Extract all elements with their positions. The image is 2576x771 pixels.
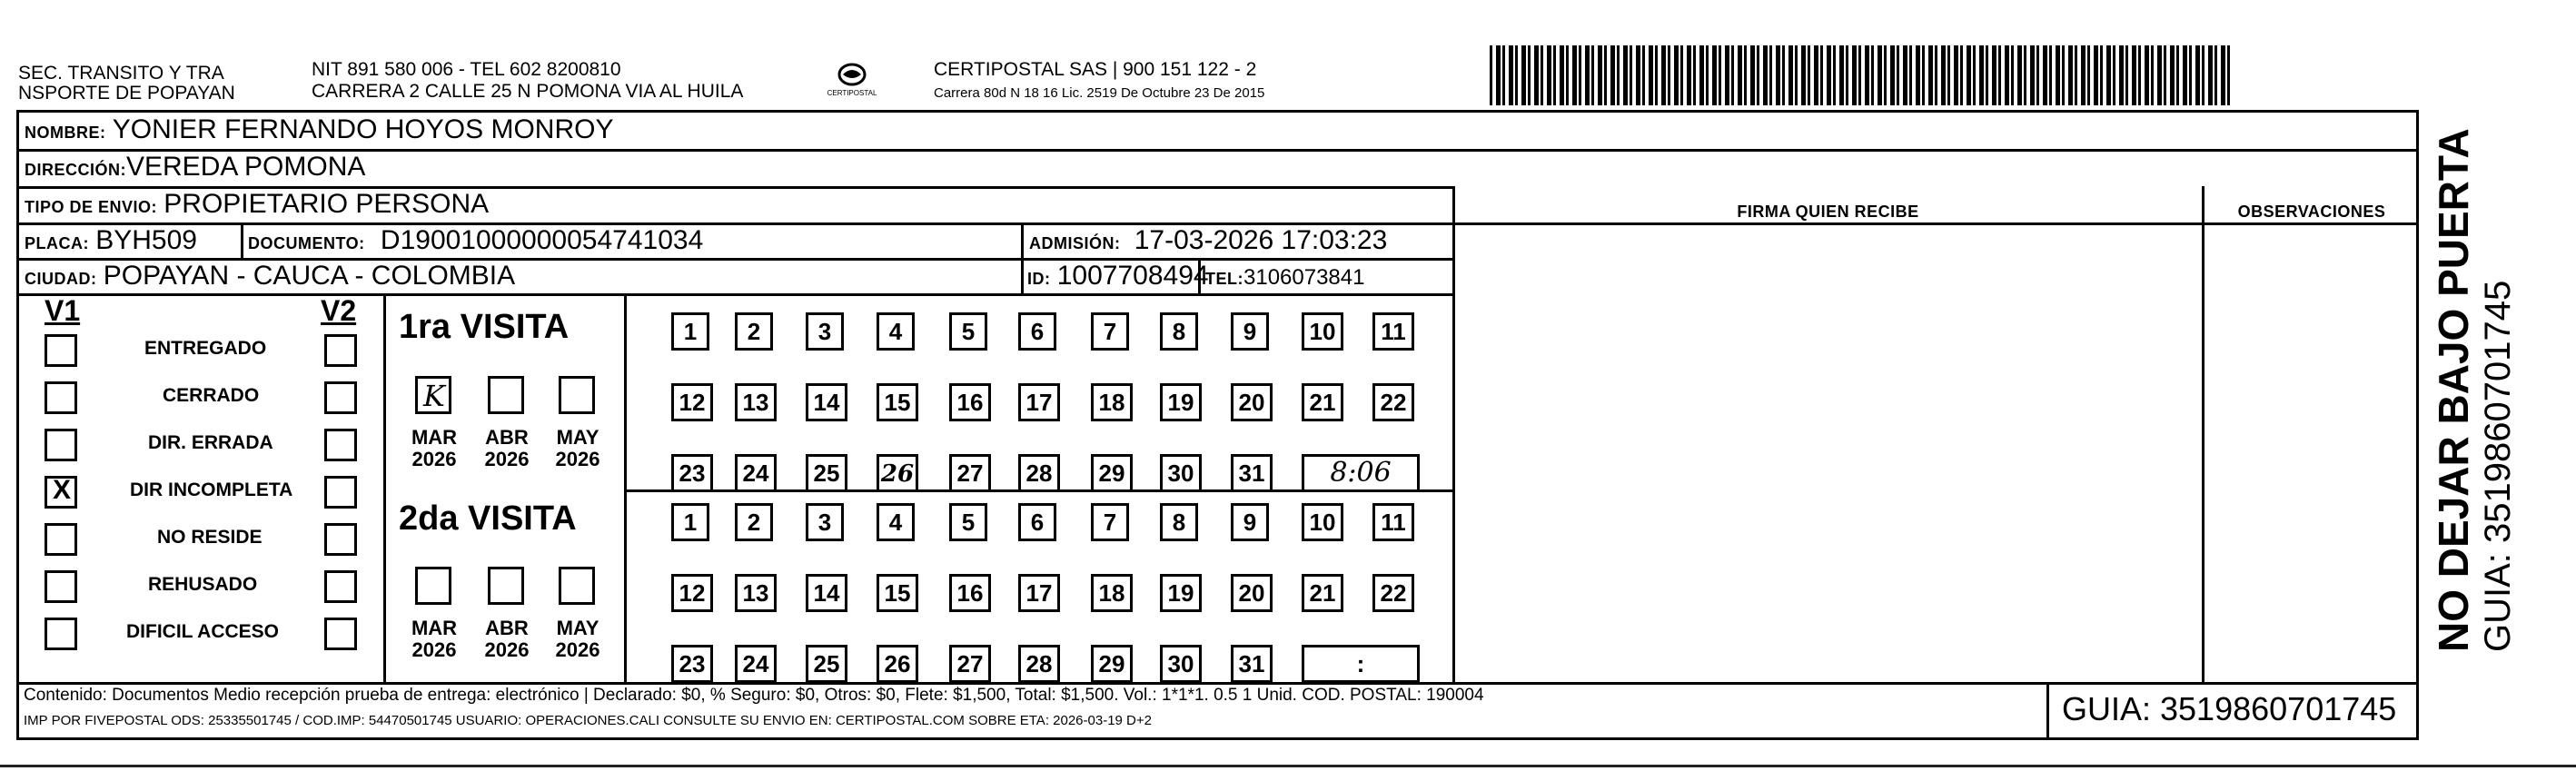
footer-content-line: Contenido: Documentos Medio recepción prueba de entrega: electrónico | Declarado: $0, % Seguro: $0, Otros: $0, Flete: $1,500, Total: $1,500. Vol.: 1*1*1. 0.5 1 Unid. COD. POSTAL: 190004 (24, 686, 1484, 705)
sender-line-2: NSPORTE DE POPAYAN (18, 83, 235, 104)
first-visit-day[interactable]: 17 (1018, 383, 1060, 421)
first-visit-day[interactable]: 8 (1160, 312, 1198, 351)
second-visit-day[interactable]: 15 (877, 574, 918, 612)
shipping-form (16, 110, 2419, 740)
carrier-line-2: Carrera 80d N 18 16 Lic. 2519 De Octubre 23 De 2015 (934, 85, 1265, 101)
v1-label: V1 (45, 294, 81, 327)
month-year: 2026 (555, 448, 600, 470)
first-visit-day[interactable]: 27 (949, 454, 991, 492)
second-visit-day[interactable]: 5 (949, 503, 987, 541)
first-visit-day[interactable]: 6 (1018, 312, 1056, 351)
v1-checkbox[interactable] (45, 476, 77, 509)
first-visit-month-box[interactable] (559, 376, 595, 414)
certipostal-logo-icon (825, 58, 879, 105)
month-label (475, 618, 539, 661)
id-value: 1007708494 (1056, 261, 1209, 291)
second-visit-day[interactable]: 4 (877, 503, 915, 541)
status-option-label: ENTREGADO (144, 338, 267, 359)
second-visit-day[interactable]: 30 (1160, 645, 1202, 683)
v2-checkbox[interactable] (324, 523, 357, 556)
v1-checkbox[interactable] (45, 334, 77, 367)
second-visit-day[interactable]: 21 (1302, 574, 1343, 612)
first-visit-day[interactable]: 20 (1231, 383, 1273, 421)
second-visit-day[interactable]: 11 (1372, 503, 1414, 541)
id-label: ID: (1027, 270, 1051, 288)
second-visit-day[interactable]: 9 (1231, 503, 1269, 541)
second-visit-day[interactable]: 14 (806, 574, 847, 612)
month-name: MAR (411, 617, 458, 639)
first-visit-day[interactable]: 3 (806, 312, 844, 351)
plate-value: BYH509 (95, 225, 197, 255)
v1-checkbox[interactable] (45, 523, 77, 556)
month-name: MAY (556, 426, 599, 449)
certipostal-logo-text: CERTIPOSTAL (827, 89, 877, 97)
month-name: ABR (485, 426, 529, 449)
second-visit-day[interactable]: 19 (1160, 574, 1202, 612)
month-year: 2026 (411, 448, 457, 470)
second-visit-time-value: : (1356, 650, 1365, 677)
first-visit-day-mark: 26 (880, 460, 915, 488)
first-visit-day[interactable]: 12 (671, 383, 713, 421)
month-year: 2026 (484, 638, 530, 661)
first-visit-day[interactable]: 13 (735, 383, 777, 421)
first-visit-day[interactable]: 16 (949, 383, 991, 421)
type-label: TIPO DE ENVIO: (25, 198, 158, 216)
second-visit-day[interactable]: 6 (1018, 503, 1056, 541)
name-label: NOMBRE: (25, 124, 106, 142)
second-visit-day[interactable]: 26 (877, 645, 918, 683)
no-dejar-bajo-puerta-text: NO DEJAR BAJO PUERTA (2430, 128, 2477, 652)
address-label: DIRECCIÓN: (25, 161, 126, 179)
first-visit-day[interactable]: 31 (1231, 454, 1273, 492)
month-year: 2026 (484, 448, 530, 470)
v1-checkbox[interactable] (45, 381, 77, 414)
second-visit-day[interactable]: 1 (671, 503, 709, 541)
v2-checkbox[interactable] (324, 570, 357, 603)
footer-print-line: IMP POR FIVEPOSTAL ODS: 25335501745 / COD.IMP: 54470501745 USUARIO: OPERACIONES.CALI CONSULTE SU ENVIO EN: CERTIPOSTAL.COM SOBRE ETA: 2026-03-19 D+2 (24, 713, 1152, 728)
v1-mark: X (53, 475, 72, 505)
first-visit-day[interactable]: 24 (735, 454, 777, 492)
first-visit-day[interactable]: 19 (1160, 383, 1202, 421)
second-visit-day[interactable]: 29 (1091, 645, 1133, 683)
shipment-type: PROPIETARIO PERSONA (163, 189, 490, 219)
recipient-address: VEREDA POMONA (126, 152, 366, 182)
plate-label: PLACA: (25, 234, 89, 252)
bottom-edge (0, 765, 2576, 767)
admission-label: ADMISIÓN: (1029, 234, 1121, 252)
first-visit-day[interactable]: 1 (671, 312, 709, 351)
second-visit-day[interactable]: 13 (735, 574, 777, 612)
status-option-label: DIR. ERRADA (148, 432, 273, 453)
v2-checkbox[interactable] (324, 334, 357, 367)
second-visit-day[interactable]: 18 (1091, 574, 1133, 612)
document-label: DOCUMENTO: (248, 234, 365, 252)
nit-line-2: CARRERA 2 CALLE 25 N POMONA VIA AL HUILA (312, 81, 744, 102)
first-visit-day[interactable]: 10 (1302, 312, 1343, 351)
first-visit-day[interactable]: 7 (1091, 312, 1129, 351)
first-visit-day[interactable]: 28 (1018, 454, 1060, 492)
month-label (402, 618, 466, 661)
second-visit-month-box[interactable] (488, 567, 524, 605)
first-visit-title: 1ra VISITA (399, 308, 570, 346)
first-visit-day[interactable]: 9 (1231, 312, 1269, 351)
second-visit-day[interactable]: 3 (806, 503, 844, 541)
first-visit-month-mark: K (423, 379, 445, 413)
tel-value: 3106073841 (1243, 265, 1365, 290)
v2-label: V2 (321, 294, 357, 327)
status-option-label: CERRADO (163, 385, 260, 406)
second-visit-day[interactable]: 17 (1018, 574, 1060, 612)
first-visit-day[interactable]: 5 (949, 312, 987, 351)
first-visit-day[interactable]: 4 (877, 312, 915, 351)
admission-value: 17-03-2026 17:03:23 (1134, 225, 1388, 255)
first-visit-day[interactable]: 30 (1160, 454, 1202, 492)
first-visit-day[interactable]: 11 (1372, 312, 1414, 351)
second-visit-day[interactable]: 27 (949, 645, 991, 683)
month-label (546, 427, 609, 470)
first-visit-day[interactable]: 15 (877, 383, 918, 421)
first-visit-time-value: 8:06 (1330, 457, 1392, 489)
nit-line-1: NIT 891 580 006 - TEL 602 8200810 (312, 59, 621, 80)
v1-checkbox[interactable] (45, 570, 77, 603)
v2-checkbox[interactable] (324, 618, 357, 650)
v1-checkbox[interactable] (45, 429, 77, 461)
city-value: POPAYAN - CAUCA - COLOMBIA (103, 261, 516, 291)
second-visit-day[interactable]: 28 (1018, 645, 1060, 683)
second-visit-day[interactable]: 22 (1372, 574, 1414, 612)
second-visit-day[interactable]: 2 (735, 503, 773, 541)
document-value: D19001000000054741034 (380, 225, 704, 255)
month-label (475, 427, 539, 470)
status-option-label: NO RESIDE (157, 527, 263, 548)
signature-header: FIRMA QUIEN RECIBE (1737, 203, 1919, 221)
tel-label: TEL: (1205, 270, 1243, 288)
barcode (1490, 45, 2234, 105)
month-name: MAY (556, 617, 599, 639)
second-visit-day[interactable]: 24 (735, 645, 777, 683)
month-name: MAR (411, 426, 458, 449)
second-visit-day[interactable]: 10 (1302, 503, 1343, 541)
v2-checkbox[interactable] (324, 381, 357, 414)
month-year: 2026 (411, 638, 457, 661)
month-name: ABR (485, 617, 529, 639)
first-visit-month-box[interactable] (415, 376, 451, 414)
second-visit-day[interactable]: 8 (1160, 503, 1198, 541)
month-label (546, 618, 609, 661)
observations-header: OBSERVACIONES (2237, 203, 2386, 221)
second-visit-day[interactable]: 7 (1091, 503, 1129, 541)
month-label (402, 427, 466, 470)
first-visit-month-box[interactable] (488, 376, 524, 414)
sender-line-1: SEC. TRANSITO Y TRA (18, 63, 224, 84)
status-option-label: DIR INCOMPLETA (130, 479, 293, 500)
first-visit-day[interactable]: 18 (1091, 383, 1133, 421)
second-visit-month-box[interactable] (415, 567, 451, 605)
first-visit-time[interactable] (1302, 454, 1420, 492)
first-visit-day[interactable]: 25 (806, 454, 847, 492)
second-visit-day[interactable]: 20 (1231, 574, 1273, 612)
status-option-label: REHUSADO (148, 574, 258, 595)
first-visit-day[interactable]: 14 (806, 383, 847, 421)
side-guia: GUIA: 3519860701745 (2478, 280, 2518, 652)
city-label: CIUDAD: (25, 270, 97, 288)
second-visit-day[interactable]: 16 (949, 574, 991, 612)
first-visit-day[interactable]: 22 (1372, 383, 1414, 421)
first-visit-day[interactable]: 29 (1091, 454, 1133, 492)
second-visit-time[interactable] (1302, 645, 1420, 683)
first-visit-day[interactable]: 2 (735, 312, 773, 351)
carrier-line-1: CERTIPOSTAL SAS | 900 151 122 - 2 (934, 59, 1257, 80)
second-visit-month-box[interactable] (559, 567, 595, 605)
first-visit-day[interactable]: 23 (671, 454, 713, 492)
v2-checkbox[interactable] (324, 429, 357, 461)
first-visit-day-marked[interactable] (877, 454, 918, 492)
month-year: 2026 (555, 638, 600, 661)
second-visit-day[interactable]: 31 (1231, 645, 1273, 683)
footer-guia: GUIA: 3519860701745 (2062, 690, 2397, 727)
first-visit-day[interactable]: 21 (1302, 383, 1343, 421)
v1-checkbox[interactable] (45, 618, 77, 650)
second-visit-day[interactable]: 12 (671, 574, 713, 612)
status-option-label: DIFICIL ACCESO (126, 621, 280, 642)
second-visit-day[interactable]: 25 (806, 645, 847, 683)
v2-checkbox[interactable] (324, 476, 357, 509)
second-visit-day[interactable]: 23 (671, 645, 713, 683)
second-visit-title: 2da VISITA (399, 499, 577, 538)
recipient-name: YONIER FERNANDO HOYOS MONROY (112, 114, 614, 144)
